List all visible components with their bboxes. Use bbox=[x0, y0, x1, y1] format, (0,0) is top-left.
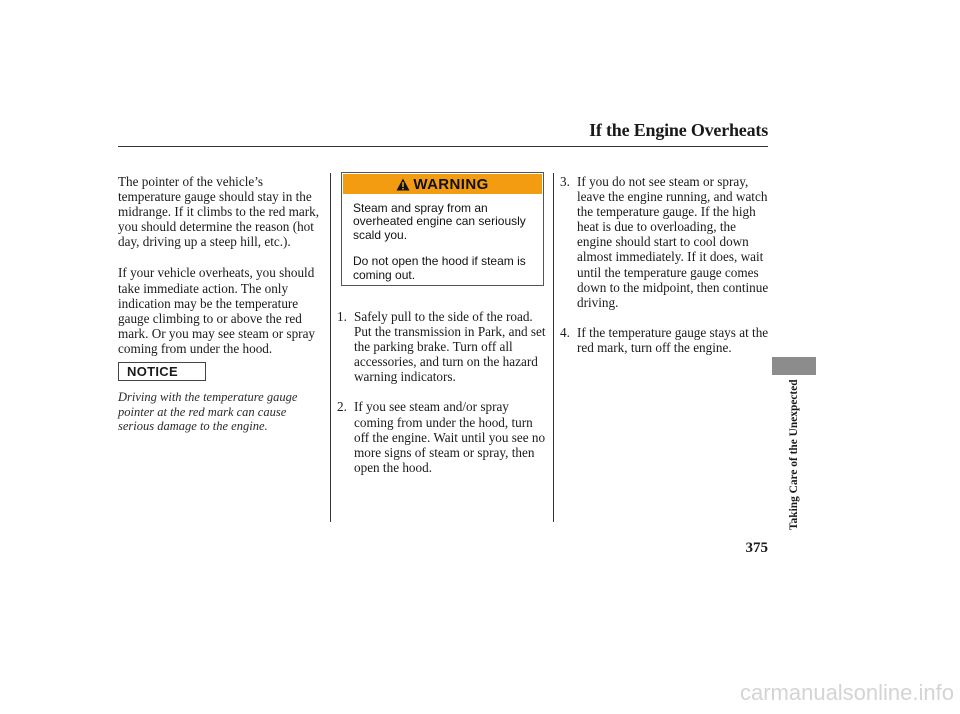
warning-line: Steam and spray from an overheated engine can seriously scald you. bbox=[353, 201, 526, 242]
warning-body bbox=[342, 195, 543, 282]
step-number: 4. bbox=[560, 324, 570, 340]
warning-box bbox=[341, 172, 544, 286]
step-item bbox=[560, 325, 774, 355]
step-number: 3. bbox=[560, 174, 570, 189]
header-rule bbox=[118, 146, 768, 147]
step-number: 1. bbox=[337, 309, 347, 324]
step-text: If the temperature gauge stays at the red mark, turn off the engine. bbox=[577, 324, 769, 355]
step-item bbox=[337, 399, 547, 474]
left-column bbox=[118, 174, 323, 356]
intro-paragraph: The pointer of the vehicle’s temperature gauge should stay in the midrange. If it climbs to the red mark, you should determine the reason (hot day, driving up a steep hill, etc.). bbox=[118, 174, 320, 250]
column-divider-right bbox=[553, 173, 554, 522]
column-divider-left bbox=[330, 173, 331, 522]
step-text: If you see steam and/or spray coming from under the hood, turn off the engine. Wait until you see no more signs of steam or spray, then open the hood. bbox=[354, 399, 546, 475]
warning-header bbox=[343, 174, 542, 194]
step-text: If you do not see steam or spray, leave the engine running, and watch the temperature gauge. If the high heat is due to overloading, the engine should start to cool down almost immediately. If it does, wait until the temperature gauge comes down to the midpoint, then continue driving. bbox=[577, 174, 769, 310]
step-item bbox=[560, 174, 774, 310]
section-label: Taking Care of the Unexpected bbox=[788, 379, 800, 530]
step-number: 2. bbox=[337, 399, 347, 415]
warning-label: WARNING bbox=[413, 175, 489, 193]
overheat-paragraph: If your vehicle overheats, you should take immediate action. The only indication may be the temperature gauge climbing to or above the red mark. Or you may see steam or spray coming from under the hood. bbox=[118, 265, 316, 356]
notice-badge: NOTICE bbox=[118, 362, 206, 381]
page-title: If the Engine Overheats bbox=[589, 120, 768, 140]
notice-text: Driving with the temperature gauge pointer at the red mark can cause serious damage to the engine. bbox=[118, 390, 298, 434]
warning-triangle-icon bbox=[396, 178, 410, 191]
step-text: Safely pull to the side of the road. Put the transmission in Park, and set the parking brake. Turn off all accessories, and turn on the hazard warning indicators. bbox=[354, 309, 546, 385]
step-item bbox=[337, 309, 547, 384]
page-number: 375 bbox=[745, 540, 768, 556]
steps-middle bbox=[337, 309, 547, 475]
warning-line: Do not open the hood if steam is coming out. bbox=[353, 254, 526, 282]
footer-watermark: carmanualsonline.info bbox=[739, 680, 954, 705]
steps-right bbox=[560, 174, 774, 355]
section-tab bbox=[772, 357, 816, 375]
